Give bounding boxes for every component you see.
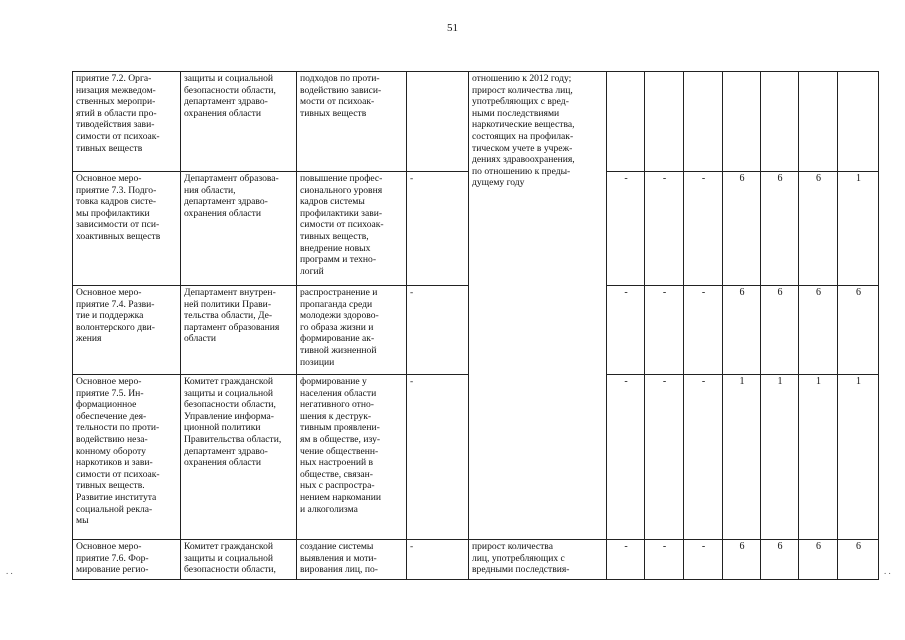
executor-cell: защиты и социальной безопасности области, департамент здраво- охранения области xyxy=(181,72,297,172)
value-cell xyxy=(684,72,723,172)
executor-cell: Комитет гражданской защиты и социальной безопасности области, xyxy=(181,540,297,580)
value-cell: 1 xyxy=(799,375,838,540)
result-cell: распространение и пропаганда среди молодежи здорово- го образа жизни и формирование ак- тивной жизненной позиции xyxy=(297,286,407,375)
table-row xyxy=(73,72,879,172)
value-cell: 1 xyxy=(761,375,799,540)
link-cell: - xyxy=(407,375,469,540)
program-measures-table xyxy=(72,71,879,580)
executor-cell: Департамент внутрен- ней политики Прави- тельства области, Де- партамент образования области xyxy=(181,286,297,375)
value-cell: 6 xyxy=(723,286,761,375)
value-cell xyxy=(723,72,761,172)
indicator-cell-merged: отношению к 2012 году; прирост количества лиц, употребляющих с вред- ными последствиями наркотические вещества, состоящих на профилак- тическом учете в учреж- дениях здравоохранения, по отношению к преды- дущему году xyxy=(469,72,607,540)
measure-cell: Основное меро- приятие 7.3. Подго- товка кадров систе- мы профилактики зависимости от пси- хоактивных веществ xyxy=(73,172,181,286)
left-edge-marks: . . xyxy=(6,566,13,576)
value-cell: 6 xyxy=(761,540,799,580)
value-cell: 6 xyxy=(838,286,879,375)
measure-cell: Основное меро- приятие 7.5. Ин- формационное обеспечение дея- тельности по проти- водействию неза- конному обороту наркотиков и зави- симости от психоак- тивных веществ. Развитие института социальной рекла- мы xyxy=(73,375,181,540)
executor-cell: Комитет гражданской защиты и социальной безопасности области, Управление информа- ционной политики Правительства области, департамент здраво- охранения области xyxy=(181,375,297,540)
right-edge-marks: . . xyxy=(884,566,891,576)
value-cell: - xyxy=(645,375,684,540)
value-cell xyxy=(838,72,879,172)
value-cell: 6 xyxy=(723,540,761,580)
value-cell: 1 xyxy=(838,375,879,540)
result-cell: подходов по проти- водействию зависи- мости от психоак- тивных веществ xyxy=(297,72,407,172)
result-cell: повышение профес- сионального уровня кадров системы профилактики зави- симости от психоак- тивных веществ, внедрение новых программ и техно- логий xyxy=(297,172,407,286)
measure-cell: Основное меро- приятие 7.6. Фор- мирование регио- xyxy=(73,540,181,580)
page-number: 51 xyxy=(447,22,458,34)
value-cell: - xyxy=(645,172,684,286)
value-cell: - xyxy=(607,375,645,540)
value-cell: 1 xyxy=(838,172,879,286)
value-cell: 6 xyxy=(761,286,799,375)
value-cell: - xyxy=(607,286,645,375)
table-row xyxy=(73,540,879,580)
value-cell: - xyxy=(607,172,645,286)
value-cell xyxy=(607,72,645,172)
value-cell: - xyxy=(684,540,723,580)
value-cell xyxy=(761,72,799,172)
value-cell xyxy=(645,72,684,172)
value-cell: - xyxy=(607,540,645,580)
value-cell: 6 xyxy=(799,540,838,580)
value-cell: - xyxy=(645,286,684,375)
value-cell: 6 xyxy=(799,172,838,286)
value-cell: 6 xyxy=(838,540,879,580)
measure-cell: Основное меро- приятие 7.4. Разви- тие и поддержка волонтерского дви- жения xyxy=(73,286,181,375)
link-cell: - xyxy=(407,540,469,580)
value-cell xyxy=(799,72,838,172)
value-cell: 6 xyxy=(761,172,799,286)
executor-cell: Департамент образова- ния области, департамент здраво- охранения области xyxy=(181,172,297,286)
value-cell: - xyxy=(684,172,723,286)
link-cell xyxy=(407,72,469,172)
result-cell: формирование у населения области негативного отно- шения к деструк- тивным проявлени- ям в обществе, изу- чение общественн- ных настроений в обществе, связан- ных с распростра- нением наркомании и алкоголизма xyxy=(297,375,407,540)
value-cell: - xyxy=(684,375,723,540)
value-cell: 1 xyxy=(723,375,761,540)
indicator-cell: прирост количества лиц, употребляющих с вредными последствия- xyxy=(469,540,607,580)
result-cell: создание системы выявления и моти- вирования лиц, по- xyxy=(297,540,407,580)
value-cell: - xyxy=(645,540,684,580)
value-cell: 6 xyxy=(799,286,838,375)
value-cell: 6 xyxy=(723,172,761,286)
measure-cell: приятие 7.2. Орга- низация межведом- ственных меропри- ятий в области про- тиводействия зави- симости от психоак- тивных веществ xyxy=(73,72,181,172)
link-cell: - xyxy=(407,286,469,375)
link-cell: - xyxy=(407,172,469,286)
value-cell: - xyxy=(684,286,723,375)
